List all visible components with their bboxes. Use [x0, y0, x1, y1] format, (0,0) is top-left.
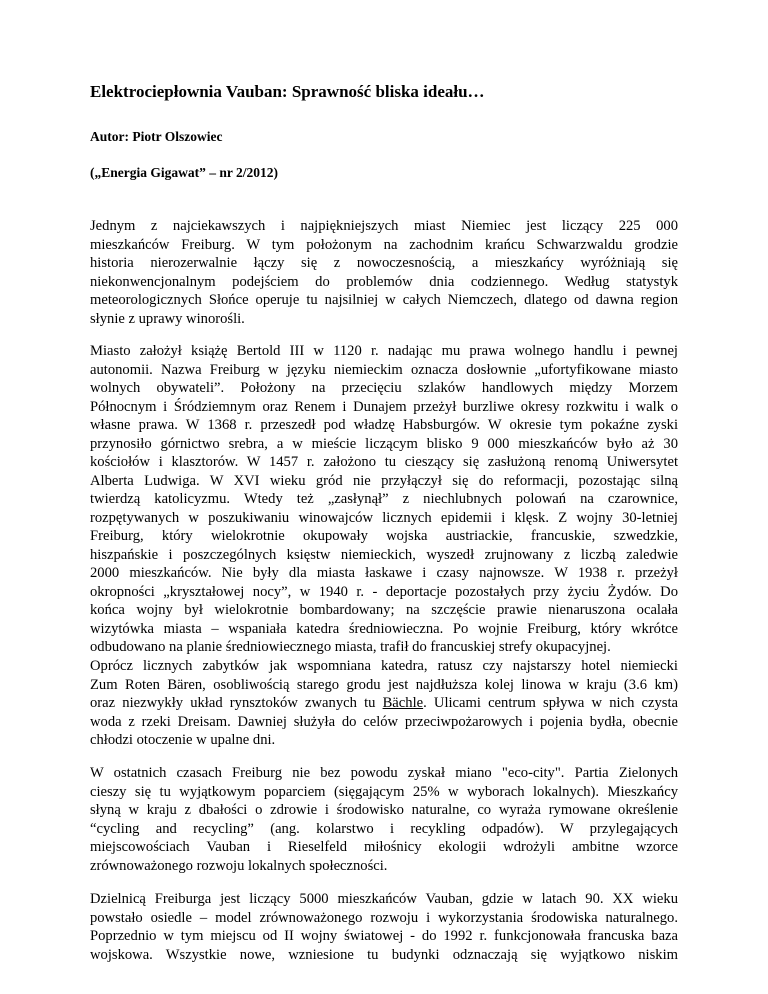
- text-line: autonomii. Nazwa Freiburg w języku niemieckim oznacza dosłownie „ufortyfikowane miasto: [90, 361, 678, 378]
- text-line: Jednym z najciekawszych i najpiękniejszych miast Niemiec jest liczący 225 000: [90, 218, 678, 234]
- text-line: odbudowano na planie średniowiecznego miasta, trafił do francuskiej strefy okupacyjnej.: [90, 639, 611, 655]
- paragraph-landmarks: [90, 657, 678, 750]
- text-line: W ostatnich czasach Freiburg nie bez powodu zyskał miano "eco-city". Partia Zielonych: [90, 765, 678, 781]
- text-line: Zum Roten Bären, osobliwością starego grodu jest najdłuższa kolej linowa w kraju (3.6 km): [90, 676, 678, 693]
- text-line: [90, 694, 678, 713]
- text-line: powstało osiedle – model zrównoważonego rozwoju i wykorzystania środowiska naturalnego.: [90, 909, 678, 926]
- text-line: Poprzednio w tym miejscu od II wojny światowej - do 1992 r. funkcjonowała francuska baza: [90, 928, 678, 944]
- text-line: własne prawa. W 1368 r. przeszedł pod władzę Habsburgów. W okresie tym pokaźne zyski: [90, 417, 678, 433]
- text-line: Oprócz licznych zabytków jak wspomniana katedra, ratusz czy najstarszy hotel niemiecki: [90, 658, 678, 674]
- underlined-term: Bächle: [382, 695, 424, 711]
- text-line: Miasto założył książę Bertold III w 1120 r. nadając mu prawa wolnego handlu i pewnej: [90, 343, 678, 359]
- text-line: wojskowa. Wszystkie nowe, wzniesione tu budynki odznaczają się wyjątkowo niskim: [90, 946, 678, 963]
- paragraph-eco-city: [90, 764, 678, 875]
- text-line: słynie z uprawy winorośli.: [90, 310, 245, 327]
- text-line: chłodzi otoczenie w upalne dni.: [90, 732, 276, 748]
- text-line: Freiburg, który wielokrotnie okupowały wojska austriackie, francuskie, szwedzkie,: [90, 528, 678, 544]
- text-line: cieszy się tu wyjątkowym poparciem (sięgającym 25% w wyborach lokalnych). Mieszkańcy: [90, 783, 678, 800]
- text-line: hiszpańskie i poszczególnych księstw niemieckich, wyszedł zrujnowany z liczbą zaledwie: [90, 546, 678, 563]
- text-line: wizytówka miasta – wspaniała katedra średniowieczna. Po wojnie Freiburg, który wkrótce: [90, 620, 678, 637]
- text-line: twierdzą katolicyzmu. Wtedy też „zasłynął” z niechlubnych polowań na czarownice,: [90, 491, 678, 507]
- text-line: meteorologicznych Słońce operuje tu najsilniej w całych Niemczech, dlatego od dawna region: [90, 292, 678, 308]
- text-line: Alberta Ludwiga. W XVI wieku gród nie przyłączył się do reformacji, pozostając silną: [90, 472, 678, 489]
- paragraph-vauban: [90, 890, 678, 964]
- text-line: kościołów i klasztorów. W 1457 r. założono tu cieszący się zasłużoną renomą Uniwersytet: [90, 454, 678, 470]
- text-line: miejscowościach Vauban i Rieselfeld miłośnicy ekologii wdrożyli ambitne wzorce: [90, 839, 678, 855]
- document-title: Elektrociepłownia Vauban: Sprawność bliska ideału…: [90, 82, 485, 101]
- paragraph-intro: [90, 217, 678, 328]
- text-line: końca wojny był wielokrotnie bombardowany; na szczęście prawie nienaruszona ocalała: [90, 602, 678, 618]
- text-line: rozpętywanych w poszukiwaniu winowajców licznych epidemii i klęsk. Z wojny 30-letniej: [90, 509, 678, 526]
- text-fragment: . Ulicami centrum spływa w nich czysta: [423, 695, 678, 711]
- text-line: zrównoważonego rozwoju lokalnych społeczności.: [90, 857, 388, 874]
- text-line: historia nierozerwalnie łączy się z nowoczesnością, a mieszkańcy wyróżniają się: [90, 255, 678, 271]
- text-line: woda z rzeki Dreisam. Dawniej służyła do celów przeciwpożarowych i pojenia bydła, obecnie: [90, 713, 678, 730]
- text-line: okropności „kryształowej nocy”, w 1940 r. - deportacje pozostałych przy życiu Żydów. Do: [90, 583, 678, 600]
- text-line: “cycling and recycling” (ang. kolarstwo i recykling odpadów). W przylegających: [90, 820, 678, 837]
- text-line: Północnym i Śródziemnym oraz Renem i Dunajem przeżył burzliwe okresy rozkwitu i walk o: [90, 398, 678, 415]
- text-line: 2000 mieszkańców. Nie były dla miasta łaskawe i czasy najnowsze. W 1938 r. przeżył: [90, 565, 678, 581]
- text-line: niekonwencjonalnym podejściem do problemów dnia codziennego. Według statystyk: [90, 273, 678, 290]
- text-line: przynosiło górnictwo srebra, a w mieście liczącym blisko 9 000 mieszkańców było aż 30: [90, 435, 678, 452]
- text-line: mieszkańców Freiburg. W tym położonym na zachodnim krańcu Schwarzwaldu grodzie: [90, 236, 678, 253]
- source-line: („Energia Gigawat” – nr 2/2012): [90, 165, 278, 180]
- text-fragment: oraz niezwykły układ rynsztoków zwanych tu: [90, 695, 383, 711]
- text-line: Dzielnicą Freiburga jest liczący 5000 mieszkańców Vauban, gdzie w latach 90. XX wieku: [90, 891, 678, 907]
- text-line: wolnych obywateli”. Położony na przecięciu szlaków handlowych między Morzem: [90, 380, 678, 396]
- text-line: słyną w kraju z dbałości o zdrowie i środowisko naturalne, co wyraża rymowane określenie: [90, 802, 678, 818]
- author-line: Autor: Piotr Olszowiec: [90, 129, 223, 144]
- paragraph-history: [90, 342, 678, 657]
